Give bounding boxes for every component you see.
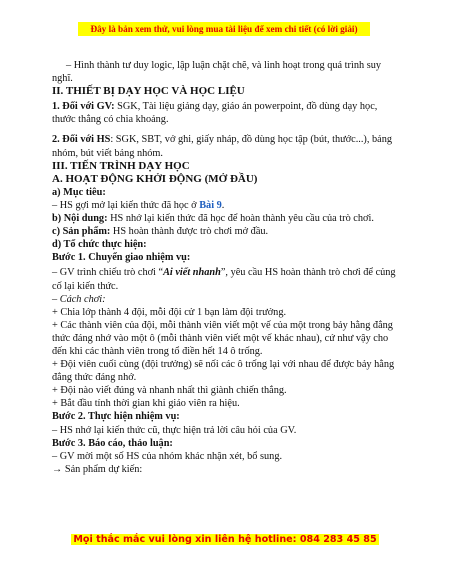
- label: c) Sản phẩm:: [52, 226, 111, 238]
- paragraph: [52, 225, 398, 238]
- paragraph: [52, 199, 398, 212]
- list-item: + Đội viên cuối cùng (đội trưởng) sẽ nối các ô trống lại với nhau để được bảy hằng đẳng thức đáng nhớ.: [52, 359, 395, 384]
- hotline-text: Mọi thắc mắc vui lòng xin liên hệ hotline: 084 283 45 85: [73, 534, 377, 545]
- section-heading: II. THIẾT BỊ DẠY HỌC VÀ HỌC LIỆU: [52, 85, 245, 98]
- activity-heading: A. HOẠT ĐỘNG KHỞI ĐỘNG (MỞ ĐẦU): [52, 172, 258, 185]
- list-item: + Bắt đầu tính thời gian khi giáo viên ra hiệu.: [52, 398, 240, 410]
- paragraph: [52, 266, 398, 292]
- text: : SGK, SBT, vở ghi, giấy nháp, đồ dùng học tập (bút, thước...), bảng nhóm, bút viết bảng nhóm.: [52, 134, 393, 159]
- paragraph: → Sản phẩm dự kiến:: [52, 463, 143, 475]
- text: HS nhớ lại kiến thức đã học để hoàn thành yêu cầu của trò chơi.: [107, 213, 374, 225]
- paragraph: [52, 133, 398, 159]
- step-heading: Bước 1. Chuyển giao nhiệm vụ:: [52, 252, 191, 264]
- text: HS hoàn thành được trò chơi mở đầu.: [110, 226, 269, 238]
- list-item: + Các thành viên của đội, mỗi thành viên viết một vế của một trong bảy hằng đẳng thức đáng nhớ vào một ô (mỗi thành viên viết một vế khác nhau), cứ như vậy cho đến khi các thành viên trong tổ điền hết 14 ô trống.: [52, 319, 393, 357]
- label: a) Mục tiêu:: [52, 186, 106, 198]
- text: SGK, Tài liệu giảng dạy, giáo án powerpoint, đồ dùng dạy học, thước thẳng có chia khoảng.: [52, 101, 378, 126]
- list-item: + Chia lớp thành 4 đội, mỗi đội cử 1 bạn làm đội trưởng.: [52, 306, 287, 318]
- label: 1. Đối với GV:: [52, 101, 115, 113]
- text: – HS gợi mở lại kiến thức đã học ở: [52, 199, 200, 211]
- paragraph: – GV mời một số HS của nhóm khác nhận xét, bổ sung.: [52, 450, 283, 462]
- lesson-link: Bài 9: [199, 199, 222, 211]
- paragraph: [52, 100, 398, 126]
- step-heading: Bước 2. Thực hiện nhiệm vụ:: [52, 411, 180, 423]
- text: .: [221, 199, 225, 211]
- list-item: + Đội nào viết đúng và nhanh nhất thì giành chiến thắng.: [52, 385, 287, 397]
- text: – GV trình chiếu trò chơi “: [52, 267, 164, 279]
- label: 2. Đối với HS: [52, 134, 111, 146]
- paragraph: – Cách chơi:: [52, 293, 106, 305]
- paragraph: [52, 212, 398, 225]
- section-heading: III. TIẾN TRÌNH DẠY HỌC: [52, 159, 190, 172]
- label: d) Tổ chức thực hiện:: [52, 239, 147, 251]
- label: b) Nội dung:: [52, 213, 108, 225]
- preview-banner: Đây là bản xem thử, vui lòng mua tài liệu để xem chi tiết (có lời giải): [78, 22, 370, 36]
- paragraph: – Hình thành tư duy logic, lập luận chặt chẽ, và linh hoạt trong quá trình suy nghĩ.: [52, 60, 381, 85]
- document-body: [52, 59, 398, 476]
- game-name: Ai viết nhanh: [163, 267, 221, 279]
- text: ”, yêu cầu HS hoàn thành trò chơi để củng cố lại kiến thức.: [52, 267, 396, 292]
- step-heading: Bước 3. Báo cáo, thảo luận:: [52, 437, 173, 449]
- paragraph: – HS nhớ lại kiến thức cũ, thực hiện trả lời câu hỏi của GV.: [52, 424, 297, 436]
- hotline-footer: [0, 534, 450, 545]
